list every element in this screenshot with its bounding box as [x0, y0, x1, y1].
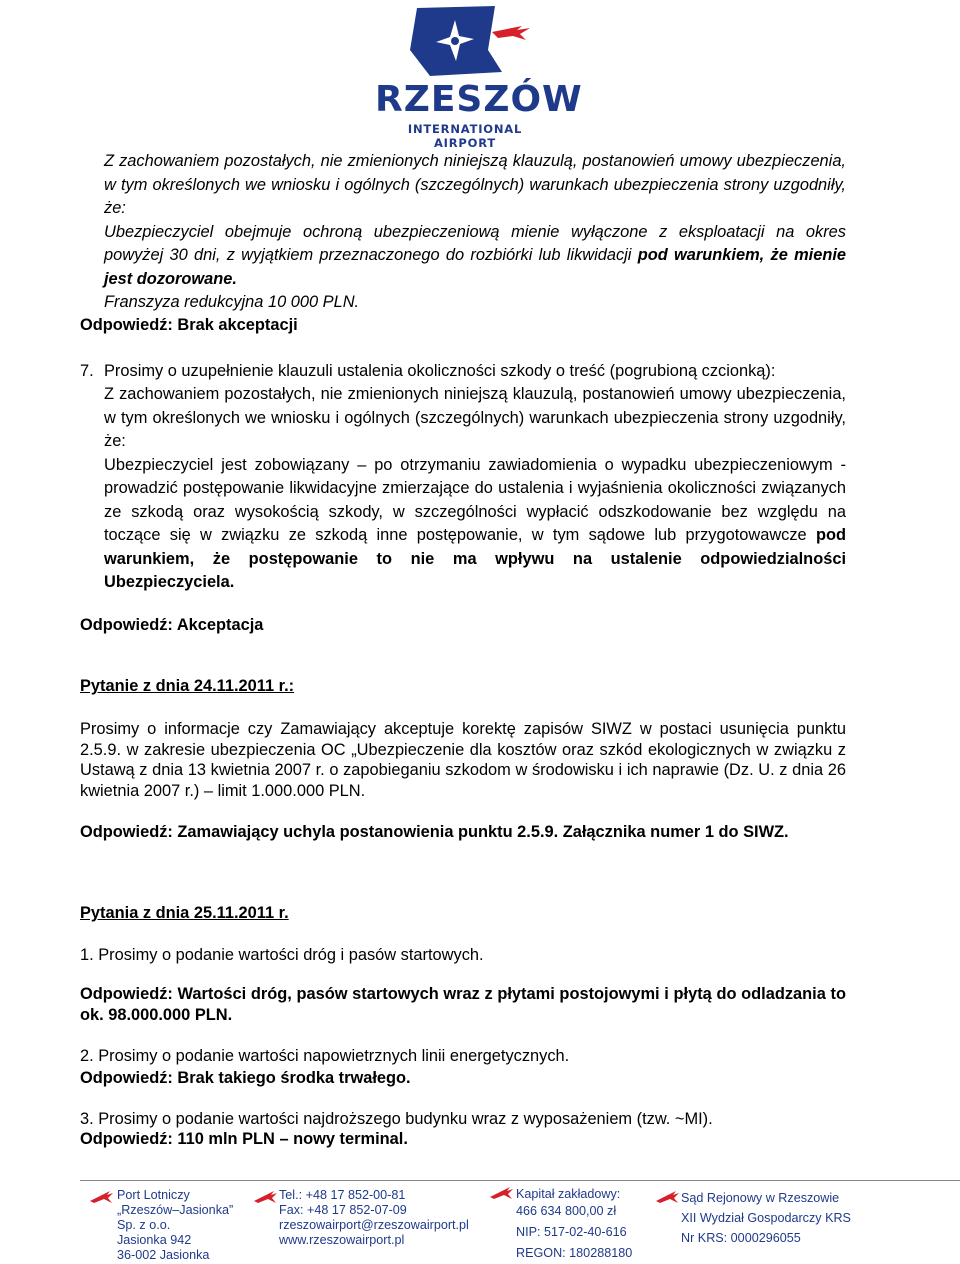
footer-court-name: Sąd Rejonowy w Rzeszowie — [681, 1191, 840, 1205]
section7-clause-body: Ubezpieczyciel jest zobowiązany – po otrzymaniu zawiadomienia o wypadku ubezpieczeniowym - prowadzić postępowanie likwidacyjne zmierzające do ustalenia i wyjaśnienia okoliczności związanych ze szkodą oraz wysokością szkody, w szczególności wypłacić odszkodowanie bez względu na toczące się w związku ze szkodą inne postępowanie, w tym sądowe lub przygotowawcze — [104, 455, 846, 544]
footer-company-line: Jasionka 942 — [117, 1233, 192, 1247]
question-2511-item-1-answer: Odpowiedź: Wartości dróg, pasów startowych wraz z płytami postojowymi i płytą do odladzania to ok. 98.000.000 PLN. — [80, 985, 846, 1024]
section7-clause-text: Z zachowaniem pozostałych, nie zmienionych niniejszą klauzulą, postanowień umowy ubezpieczenia, w tym określonych we wniosku i ogólnych (szczególnych) warunkach ubezpieczenia strony uzgodniły, że: — [104, 385, 846, 450]
footer-company-line: „Rzeszów–Jasionka” — [117, 1203, 234, 1217]
question-2511-item-1-question: 1. Prosimy o podanie wartości dróg i pasów startowych. — [80, 946, 484, 964]
question-2511-heading: Pytania z dnia 25.11.2011 r. — [80, 904, 289, 922]
section7-answer: Odpowiedź: Akceptacja — [80, 616, 264, 634]
question-2511-item-2-question: 2. Prosimy o podanie wartości napowietrznych linii energetycznych. — [80, 1047, 570, 1065]
plane-icon — [488, 1183, 514, 1203]
question-2411-heading: Pytanie z dnia 24.11.2011 r.: — [80, 677, 295, 695]
footer-contact-info — [279, 1188, 469, 1248]
section7-clause-bold: pod warunkiem, że postępowanie to nie ma wpływu na ustalenie odpowiedzialności Ubezpieczyciela. — [104, 526, 846, 591]
question-2511-item-2-answer: Odpowiedź: Brak takiego środka trwałego. — [80, 1069, 411, 1087]
footer-company-line: Port Lotniczy — [117, 1188, 190, 1202]
plane-icon — [654, 1187, 680, 1207]
plane-icon — [88, 1187, 114, 1207]
logo-title: RZESZÓW — [375, 79, 583, 120]
intro-answer: Odpowiedź: Brak akceptacji — [80, 316, 298, 334]
plane-icon — [252, 1187, 278, 1207]
intro-clause-paragraph — [104, 150, 846, 315]
franchise-text: Franszyza redukcyjna 10 000 PLN. — [104, 293, 360, 311]
footer-company-info — [117, 1188, 233, 1263]
intro-clause-text: Z zachowaniem pozostałych, nie zmienionych niniejszą klauzulą, postanowień umowy ubezpieczenia, w tym określonych we wniosku i ogólnych (szczególnych) warunkach ubezpieczenia strony uzgodniły, że: — [104, 152, 846, 217]
intro-clause-condition-text: Ubezpieczyciel obejmuje ochroną ubezpieczeniową mienie wyłączone z eksploatacji na okres powyżej 30 dni, z wyjątkiem przeznaczonego do rozbiórki lub likwidacji — [104, 222, 846, 264]
footer-krs: Nr KRS: 0000296055 — [681, 1231, 801, 1245]
footer-fax: Fax: +48 17 852-07-09 — [279, 1203, 407, 1217]
question-2511-item-3-answer: Odpowiedź: 110 mln PLN – nowy terminal. — [80, 1130, 408, 1148]
airport-logo — [370, 6, 583, 150]
question-2511-item-3-question: 3. Prosimy o podanie wartości najdroższego budynku wraz z wyposażeniem (tzw. ~MI). — [80, 1110, 713, 1128]
footer-divider — [80, 1180, 960, 1181]
logo-emblem-icon — [370, 6, 560, 86]
footer-capital-label: Kapitał zakładowy: — [516, 1187, 621, 1201]
section7-number: 7. — [80, 362, 94, 380]
section7-clause-paragraph — [104, 383, 846, 595]
footer-regon: REGON: 180288180 — [516, 1246, 633, 1260]
footer-email-link[interactable]: rzeszowairport@rzeszowairport.pl — [279, 1218, 469, 1232]
intro-clause-condition-bold: pod warunkiem, że mienie jest dozorowane. — [104, 246, 847, 288]
footer-court-info — [681, 1188, 851, 1248]
footer-phone: Tel.: +48 17 852-00-81 — [279, 1188, 406, 1202]
question-2411-body: Prosimy o informacje czy Zamawiający akceptuje korektę zapisów SIWZ w postaci usunięcia punktu 2.5.9. w zakresie ubezpieczenia OC „Ubezpieczenie dla kosztów oraz szkód ekologicznych w związku z Ustawą z dnia 13 kwietnia 2007 r. o zapobieganiu szkodom w środowisku i ich naprawie (Dz. U. z dnia 26 kwietnia 2007 r.) – limit 1.000.000 PLN. — [80, 720, 846, 800]
footer-capital-info — [516, 1186, 632, 1262]
footer-company-line: Sp. z o.o. — [117, 1218, 171, 1232]
logo-subtitle: INTERNATIONAL AIRPORT — [407, 122, 523, 150]
footer-capital-value: 466 634 800,00 zł — [516, 1204, 617, 1218]
footer-company-line: 36-002 Jasionka — [117, 1248, 210, 1262]
footer-court-division: XII Wydział Gospodarczy KRS — [681, 1211, 851, 1225]
footer-website-link[interactable]: www.rzeszowairport.pl — [279, 1233, 405, 1247]
footer-nip: NIP: 517-02-40-616 — [516, 1225, 627, 1239]
question-2411-answer: Odpowiedź: Zamawiający uchyla postanowienia punktu 2.5.9. Załącznika numer 1 do SIWZ. — [80, 823, 789, 841]
section7-request: Prosimy o uzupełnienie klauzuli ustalenia okoliczności szkody o treść (pogrubioną czcionką): — [104, 362, 776, 380]
